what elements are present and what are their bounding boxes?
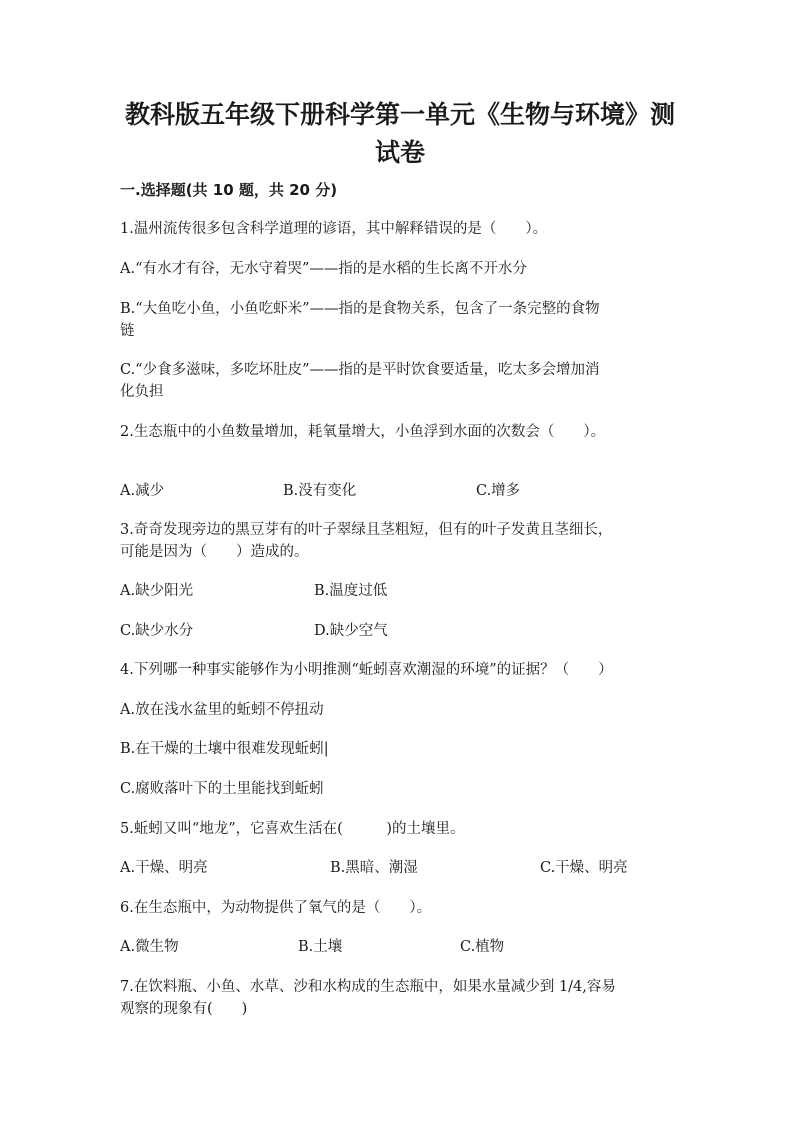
question-6-stem: 6.在生态瓶中，为动物提供了氧气的是（ ）。 <box>120 900 432 916</box>
question-5-option-a: A.干燥、明亮 <box>120 860 208 876</box>
question-1-stem: 1.温州流传很多包含科学道理的谚语，其中解释错误的是（ ）。 <box>120 221 548 237</box>
question-2-stem: 2.生态瓶中的小鱼数量增加，耗氧量增大，小鱼浮到水面的次数会（ ）。 <box>120 424 606 440</box>
question-4-option-c: C.腐败落叶下的土里能找到蚯蚓 <box>120 781 324 797</box>
question-4-option-b: B.在干燥的土壤中很难发现蚯蚓| <box>120 741 329 757</box>
question-2-option-b: B.没有变化 <box>283 483 357 499</box>
question-3-stem-line1: 3.奇奇发现旁边的黑豆芽有的叶子翠绿且茎粗短，但有的叶子发黄且茎细长， <box>120 522 613 538</box>
title-line-2: 试卷 <box>374 138 425 167</box>
question-7-stem-line2: 观察的现象有( ) <box>120 1001 248 1017</box>
question-4-option-a: A.放在浅水盆里的蚯蚓不停扭动 <box>120 702 324 718</box>
question-4-stem: 4.下列哪一种事实能够作为小明推测“蚯蚓喜欢潮湿的环境”的证据？（ ） <box>120 662 613 678</box>
question-5-option-b: B.黑暗、潮湿 <box>330 860 418 876</box>
question-5-stem: 5.蚯蚓又叫“地龙”，它喜欢生活在( )的土壤里。 <box>120 821 465 837</box>
title-line-1: 教科版五年级下册科学第一单元《生物与环境》测 <box>124 100 675 129</box>
question-3-option-a: A.缺少阳光 <box>120 583 194 599</box>
document-title <box>110 96 690 172</box>
question-3-option-b: B.温度过低 <box>314 583 388 599</box>
question-1-option-a: A.“有水才有谷，无水守着哭”——指的是水稻的生长离不开水分 <box>120 261 527 277</box>
question-5-option-c: C.干燥、明亮 <box>540 860 628 876</box>
question-1-option-c-line2: 化负担 <box>120 384 164 400</box>
question-1-option-b-line2: 链 <box>120 323 135 339</box>
section-heading: 一.选择题(共 10 题，共 20 分) <box>120 181 338 199</box>
question-1-option-c-line1: C.“少食多滋味，多吃坏肚皮”——指的是平时饮食要适量，吃太多会增加消 <box>120 362 600 378</box>
question-1-option-b-line1: B.“大鱼吃小鱼，小鱼吃虾米”——指的是食物关系，包含了一条完整的食物 <box>120 301 600 317</box>
question-6-option-a: A.微生物 <box>120 939 179 955</box>
question-2-option-a: A.减少 <box>120 483 165 499</box>
question-3-option-c: C.缺少水分 <box>120 623 194 639</box>
question-7-stem-line1: 7.在饮料瓶、小鱼、水草、沙和水构成的生态瓶中，如果水量减少到 1/4,容易 <box>120 979 616 995</box>
question-3-stem-line2: 可能是因为（ ）造成的。 <box>120 544 309 560</box>
question-2-option-c: C.增多 <box>476 483 521 499</box>
question-3-option-d: D.缺少空气 <box>314 623 388 639</box>
question-6-option-c: C.植物 <box>460 939 505 955</box>
question-6-option-b: B.土壤 <box>298 939 343 955</box>
